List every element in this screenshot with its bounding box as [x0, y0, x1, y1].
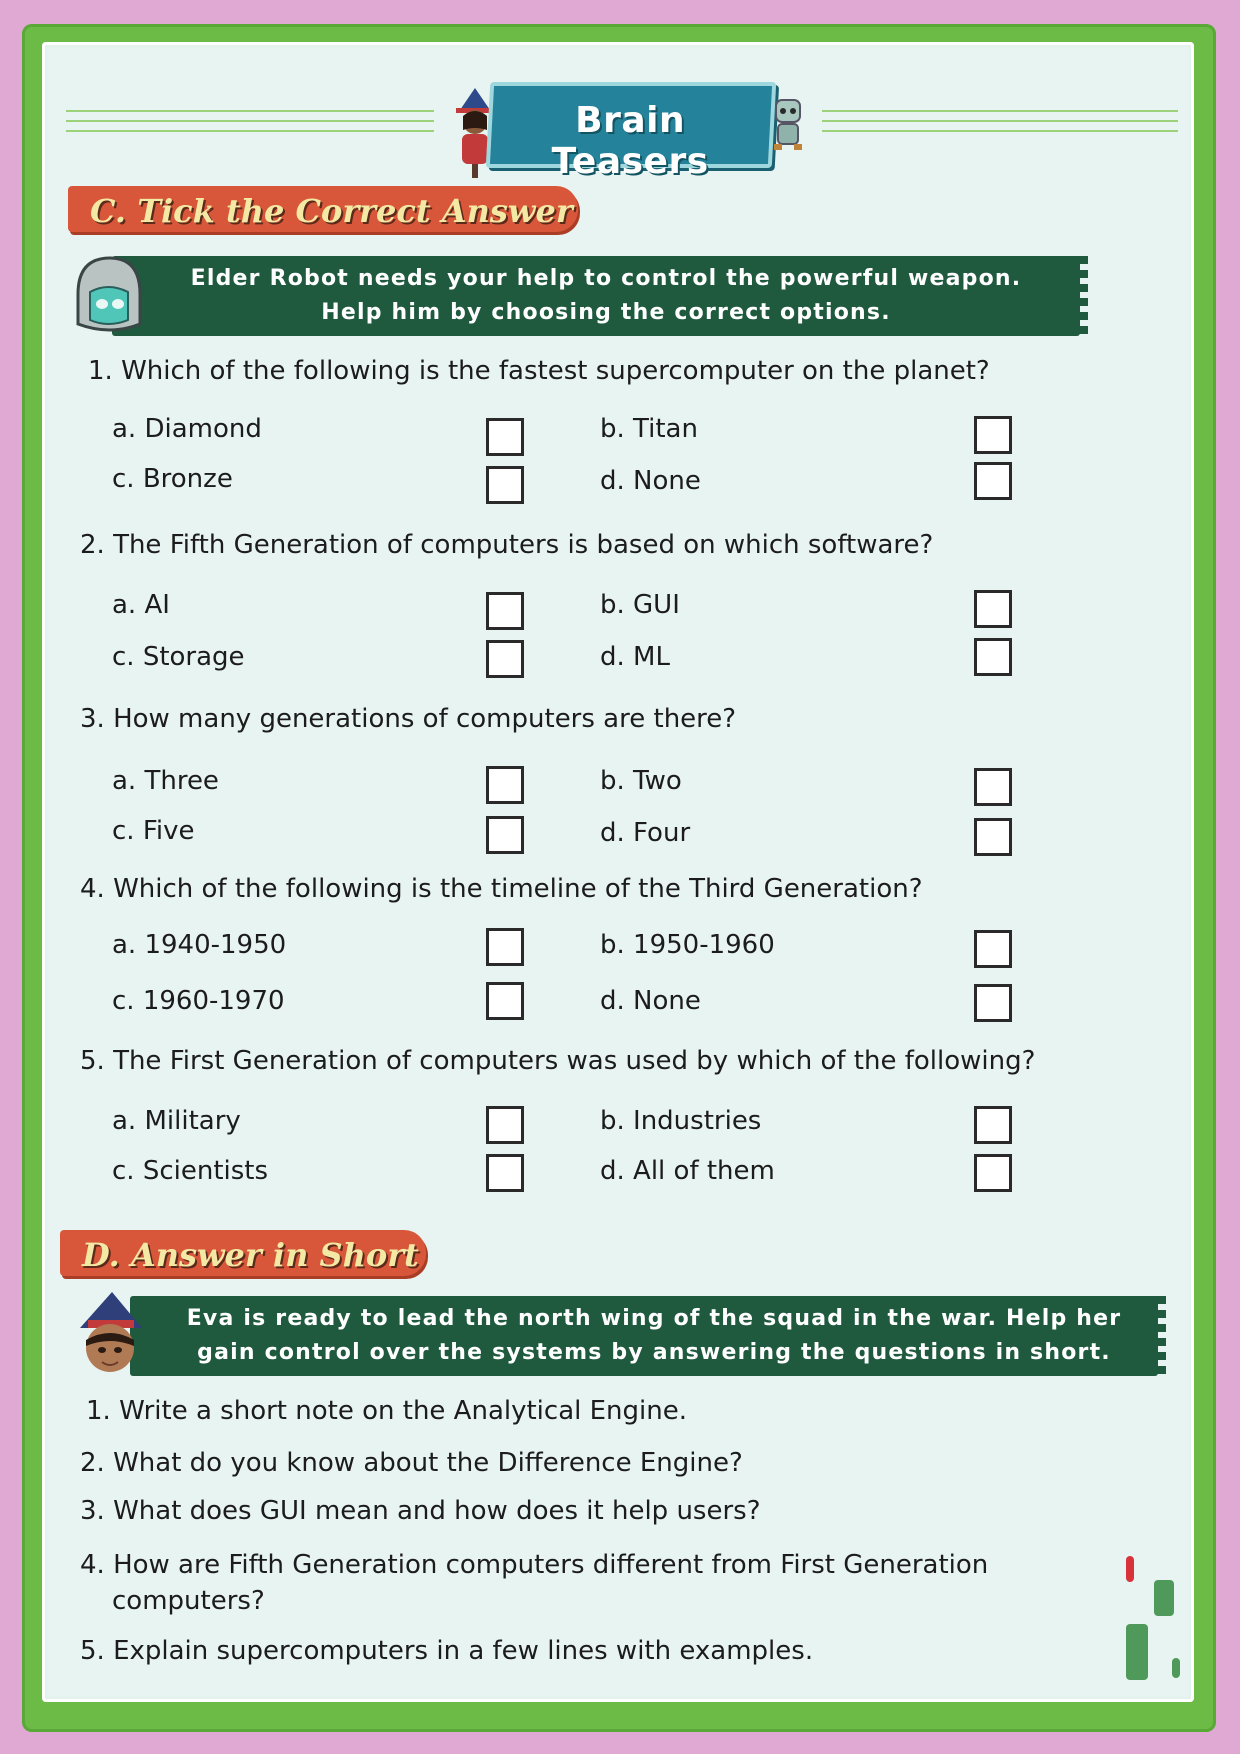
decor-green-bar: [1154, 1580, 1174, 1616]
q5-option-d: d. All of them: [600, 1156, 775, 1186]
short-question-3: 3. What does GUI mean and how does it help users?: [80, 1496, 761, 1526]
q4-option-a: a. 1940-1950: [112, 930, 287, 960]
q5-option-b-checkbox[interactable]: [974, 1106, 1012, 1144]
q1-option-d-checkbox[interactable]: [974, 462, 1012, 500]
q1-option-c-checkbox[interactable]: [486, 466, 524, 504]
section-d-instruction-line1: Eva is ready to lead the north wing of the squad in the war. Help her: [186, 1306, 1122, 1331]
q5-option-a: a. Military: [112, 1106, 241, 1136]
q5-option-d-checkbox[interactable]: [974, 1154, 1012, 1192]
question-1: 1. Which of the following is the fastest supercomputer on the planet?: [88, 356, 990, 386]
page-title: Brain Teasers: [551, 100, 709, 182]
q2-option-b: b. GUI: [600, 590, 680, 620]
section-c-instruction-line2: Help him by choosing the correct options.: [321, 300, 891, 325]
question-4: 4. Which of the following is the timeline of the Third Generation?: [80, 874, 923, 904]
q3-option-d-checkbox[interactable]: [974, 818, 1012, 856]
q2-option-c-checkbox[interactable]: [486, 640, 524, 678]
q1-option-b-checkbox[interactable]: [974, 416, 1012, 454]
q3-option-d: d. Four: [600, 818, 691, 848]
witch-hat-girl-icon: [72, 1290, 148, 1380]
q2-option-a: a. AI: [112, 590, 170, 620]
q4-option-b-checkbox[interactable]: [974, 930, 1012, 968]
short-question-5: 5. Explain supercomputers in a few lines with examples.: [80, 1636, 814, 1666]
q2-option-c: c. Storage: [112, 642, 245, 672]
q3-option-a: a. Three: [112, 766, 219, 796]
section-c-instruction: [112, 256, 1080, 336]
question-2: 2. The Fifth Generation of computers is based on which software?: [80, 530, 934, 560]
q4-option-c-checkbox[interactable]: [486, 982, 524, 1020]
q3-option-b-checkbox[interactable]: [974, 768, 1012, 806]
q3-option-a-checkbox[interactable]: [486, 766, 524, 804]
short-question-4: 4. How are Fifth Generation computers different from First Generation: [80, 1550, 989, 1580]
q2-option-d: d. ML: [600, 642, 670, 672]
q1-option-b: b. Titan: [600, 414, 698, 444]
short-question-1: 1. Write a short note on the Analytical Engine.: [86, 1396, 687, 1426]
section-c-heading: [68, 186, 578, 232]
robot-icon: [768, 96, 808, 152]
q5-option-b: b. Industries: [600, 1106, 762, 1136]
q3-option-c-checkbox[interactable]: [486, 816, 524, 854]
q2-option-a-checkbox[interactable]: [486, 592, 524, 630]
q2-option-d-checkbox[interactable]: [974, 638, 1012, 676]
q2-option-b-checkbox[interactable]: [974, 590, 1012, 628]
q5-option-c-checkbox[interactable]: [486, 1154, 524, 1192]
section-c-title: C. Tick the Correct Answer: [90, 192, 573, 230]
q4-option-b: b. 1950-1960: [600, 930, 775, 960]
short-question-2: 2. What do you know about the Difference Engine?: [80, 1448, 743, 1478]
decor-red-bar: [1126, 1556, 1134, 1582]
header-lines-left: [66, 110, 434, 144]
q3-option-c: c. Five: [112, 816, 195, 846]
section-d-instruction-line2: gain control over the systems by answering the questions in short.: [197, 1340, 1111, 1365]
q5-option-c: c. Scientists: [112, 1156, 269, 1186]
q5-option-a-checkbox[interactable]: [486, 1106, 524, 1144]
question-5: 5. The First Generation of computers was used by which of the following?: [80, 1046, 1036, 1076]
q1-option-a-checkbox[interactable]: [486, 418, 524, 456]
q1-option-d: d. None: [600, 466, 701, 496]
question-3: 3. How many generations of computers are there?: [80, 704, 737, 734]
q3-option-b: b. Two: [600, 766, 682, 796]
q1-option-a: a. Diamond: [112, 414, 262, 444]
decor-green-bar: [1172, 1658, 1180, 1678]
decor-green-bar: [1126, 1624, 1148, 1680]
q4-option-c: c. 1960-1970: [112, 986, 285, 1016]
q4-option-a-checkbox[interactable]: [486, 928, 524, 966]
section-d-title: D. Answer in Short: [82, 1236, 419, 1274]
robot-icon: [68, 254, 148, 338]
q4-option-d: d. None: [600, 986, 701, 1016]
q4-option-d-checkbox[interactable]: [974, 984, 1012, 1022]
q1-option-c: c. Bronze: [112, 464, 233, 494]
section-c-instruction-line1: Elder Robot needs your help to control the powerful weapon.: [190, 266, 1022, 291]
short-question-4-continued: computers?: [112, 1586, 265, 1616]
section-d-heading: [60, 1230, 426, 1276]
header-lines-right: [822, 110, 1178, 144]
brain-teasers-banner: [486, 82, 777, 182]
section-d-instruction: [130, 1296, 1158, 1376]
